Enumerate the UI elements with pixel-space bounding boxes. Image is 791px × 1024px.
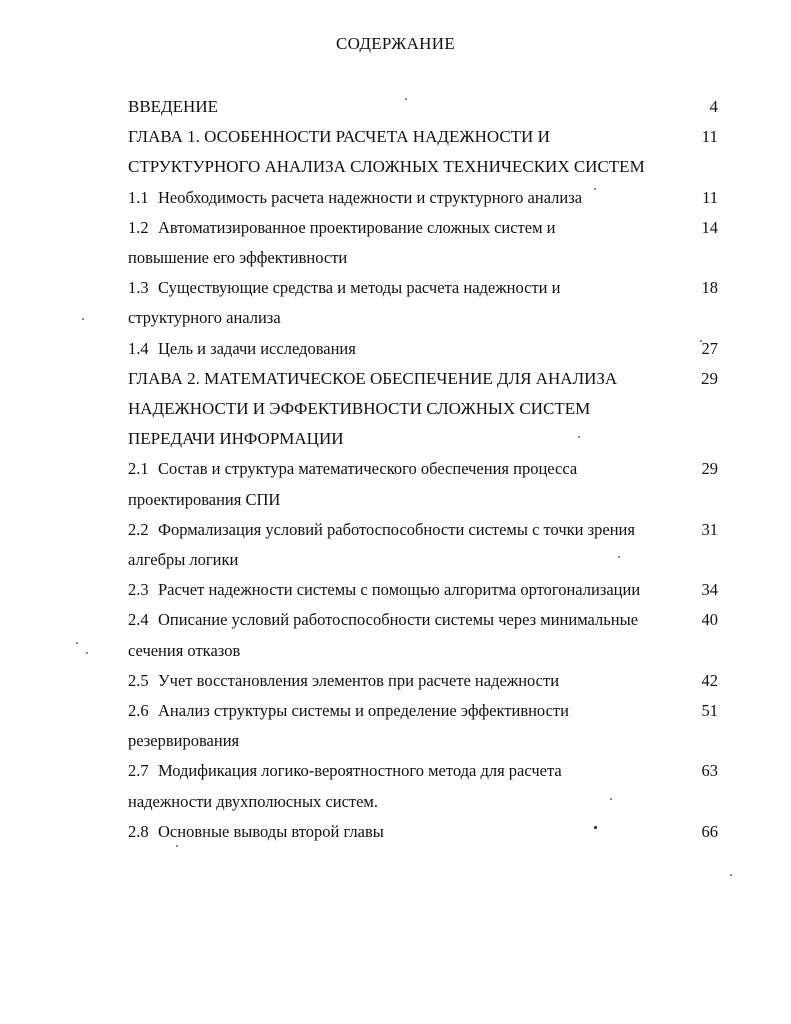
toc-entry-line: ГЛАВА 2. МАТЕМАТИЧЕСКОЕ ОБЕСПЕЧЕНИЕ ДЛЯ АНАЛИЗА — [128, 368, 618, 388]
toc-entry-number: 2.3 — [128, 580, 149, 600]
toc-entry-line: алгебры логики — [128, 550, 239, 570]
toc-entry-line: ВВЕДЕНИЕ — [128, 97, 218, 116]
toc-entry-line: резервирования — [128, 731, 240, 751]
toc-page-number: 40 — [701, 610, 718, 630]
page-title: СОДЕРЖАНИЕ — [335, 34, 456, 53]
toc-page-number: 29 — [701, 368, 718, 388]
toc-entry-number: 1.3 — [128, 278, 149, 298]
scan-speck — [578, 436, 580, 438]
toc-page-number: 66 — [701, 821, 718, 841]
toc-entry-number: 1.2 — [128, 217, 149, 237]
toc-entry-text: Основные выводы второй главы — [158, 821, 384, 841]
toc-section-entry — [128, 696, 728, 756]
toc-entry-text: Цель и задачи исследования — [158, 338, 356, 358]
scan-speck — [594, 188, 596, 190]
toc-section-entry — [128, 575, 728, 605]
toc-entry-line — [128, 756, 658, 786]
toc-chapter-entry — [128, 364, 728, 455]
toc-entry-line — [128, 575, 658, 605]
toc-entry-text: Учет восстановления элементов при расчете надежности — [158, 670, 560, 690]
toc-entry-line: ГЛАВА 1. ОСОБЕННОСТИ РАСЧЕТА НАДЕЖНОСТИ И — [128, 127, 550, 147]
toc-entry-line — [128, 213, 658, 243]
toc-entry-line — [128, 454, 658, 484]
scan-speck — [76, 642, 78, 644]
toc-entry-line: ПЕРЕДАЧИ ИНФОРМАЦИИ — [128, 429, 344, 449]
toc-entry-line — [128, 273, 658, 303]
toc-entry-number: 2.5 — [128, 670, 149, 690]
toc-entry-text: Необходимость расчета надежности и структурного анализа — [158, 187, 583, 207]
toc-entry-line — [128, 817, 658, 847]
toc-entry-number: 2.1 — [128, 459, 149, 479]
scan-speck — [730, 874, 732, 876]
toc-entry-number: 1.4 — [128, 338, 149, 358]
scan-speck — [82, 318, 84, 320]
toc-page-number: 18 — [701, 278, 718, 298]
toc-entry-number: 2.7 — [128, 761, 149, 781]
toc-page-number: 63 — [701, 761, 718, 781]
toc-entry-text: Описание условий работоспособности системы через минимальные — [158, 610, 639, 630]
toc-section-entry — [128, 515, 728, 575]
scan-speck — [700, 340, 702, 342]
toc-entry-text: Существующие средства и методы расчета надежности и — [158, 278, 561, 298]
toc-entry-text: Анализ структуры системы и определение эффективности — [158, 701, 569, 721]
toc-section-entry — [128, 213, 728, 273]
toc-entry-line: НАДЕЖНОСТИ И ЭФФЕКТИВНОСТИ СЛОЖНЫХ СИСТЕМ — [128, 399, 591, 419]
toc-section-entry — [128, 817, 728, 847]
toc-entry-line — [128, 515, 658, 545]
toc-page-number: 34 — [701, 580, 718, 600]
toc-section-entry — [128, 273, 728, 333]
toc-entry-number: 2.4 — [128, 610, 149, 630]
toc-entry-line — [128, 666, 658, 696]
toc-chapter-entry — [128, 92, 728, 122]
toc-section-entry — [128, 183, 728, 213]
toc-entry-text: Автоматизированное проектирование сложных систем и — [158, 217, 556, 237]
toc-entry-number: 1.1 — [128, 187, 149, 207]
toc-entry-line — [128, 605, 658, 635]
toc-entry-number: 2.8 — [128, 821, 149, 841]
toc-page-number: 42 — [701, 670, 718, 690]
toc-entry-line — [128, 183, 658, 213]
scan-speck — [610, 798, 612, 800]
toc-entry-text: Состав и структура математического обеспечения процесса — [158, 459, 578, 479]
toc-page-number: 29 — [701, 459, 718, 479]
toc-entry-line — [128, 334, 658, 364]
toc-entry-line: структурного анализа — [128, 308, 281, 328]
scan-speck — [86, 652, 88, 654]
scan-speck — [594, 826, 597, 829]
toc-entry-line: СТРУКТУРНОГО АНАЛИЗА СЛОЖНЫХ ТЕХНИЧЕСКИХ СИСТЕМ — [128, 157, 645, 177]
toc-entry-line: надежности двухполюсных систем. — [128, 791, 378, 811]
toc-section-entry — [128, 756, 728, 816]
toc-page-number: 4 — [709, 97, 718, 116]
toc-page-number: 27 — [701, 338, 718, 358]
table-of-contents — [128, 92, 728, 847]
toc-page-number: 11 — [702, 187, 718, 207]
toc-section-entry — [128, 666, 728, 696]
toc-page-number: 51 — [701, 701, 718, 721]
toc-chapter-entry — [128, 122, 728, 182]
toc-page-number: 14 — [701, 217, 718, 237]
toc-section-entry — [128, 605, 728, 665]
toc-entry-text: Расчет надежности системы с помощью алгоритма ортогонализации — [158, 580, 641, 600]
toc-entry-line: сечения отказов — [128, 640, 241, 660]
scan-speck — [176, 845, 178, 847]
toc-entry-number: 2.2 — [128, 519, 149, 539]
toc-entry-line: проектирования СПИ — [128, 489, 281, 509]
scan-speck — [405, 98, 407, 100]
toc-page-number: 11 — [701, 127, 718, 147]
toc-entry-text: Формализация условий работоспособности системы с точки зрения — [158, 519, 635, 539]
toc-entry-line — [128, 696, 658, 726]
scan-speck — [618, 556, 620, 558]
toc-section-entry — [128, 454, 728, 514]
toc-section-entry — [128, 334, 728, 364]
toc-entry-number: 2.6 — [128, 701, 149, 721]
toc-entry-text: Модификация логико-вероятностного метода для расчета — [158, 761, 562, 781]
toc-page-number: 31 — [701, 519, 718, 539]
toc-entry-line: повышение его эффективности — [128, 248, 348, 268]
